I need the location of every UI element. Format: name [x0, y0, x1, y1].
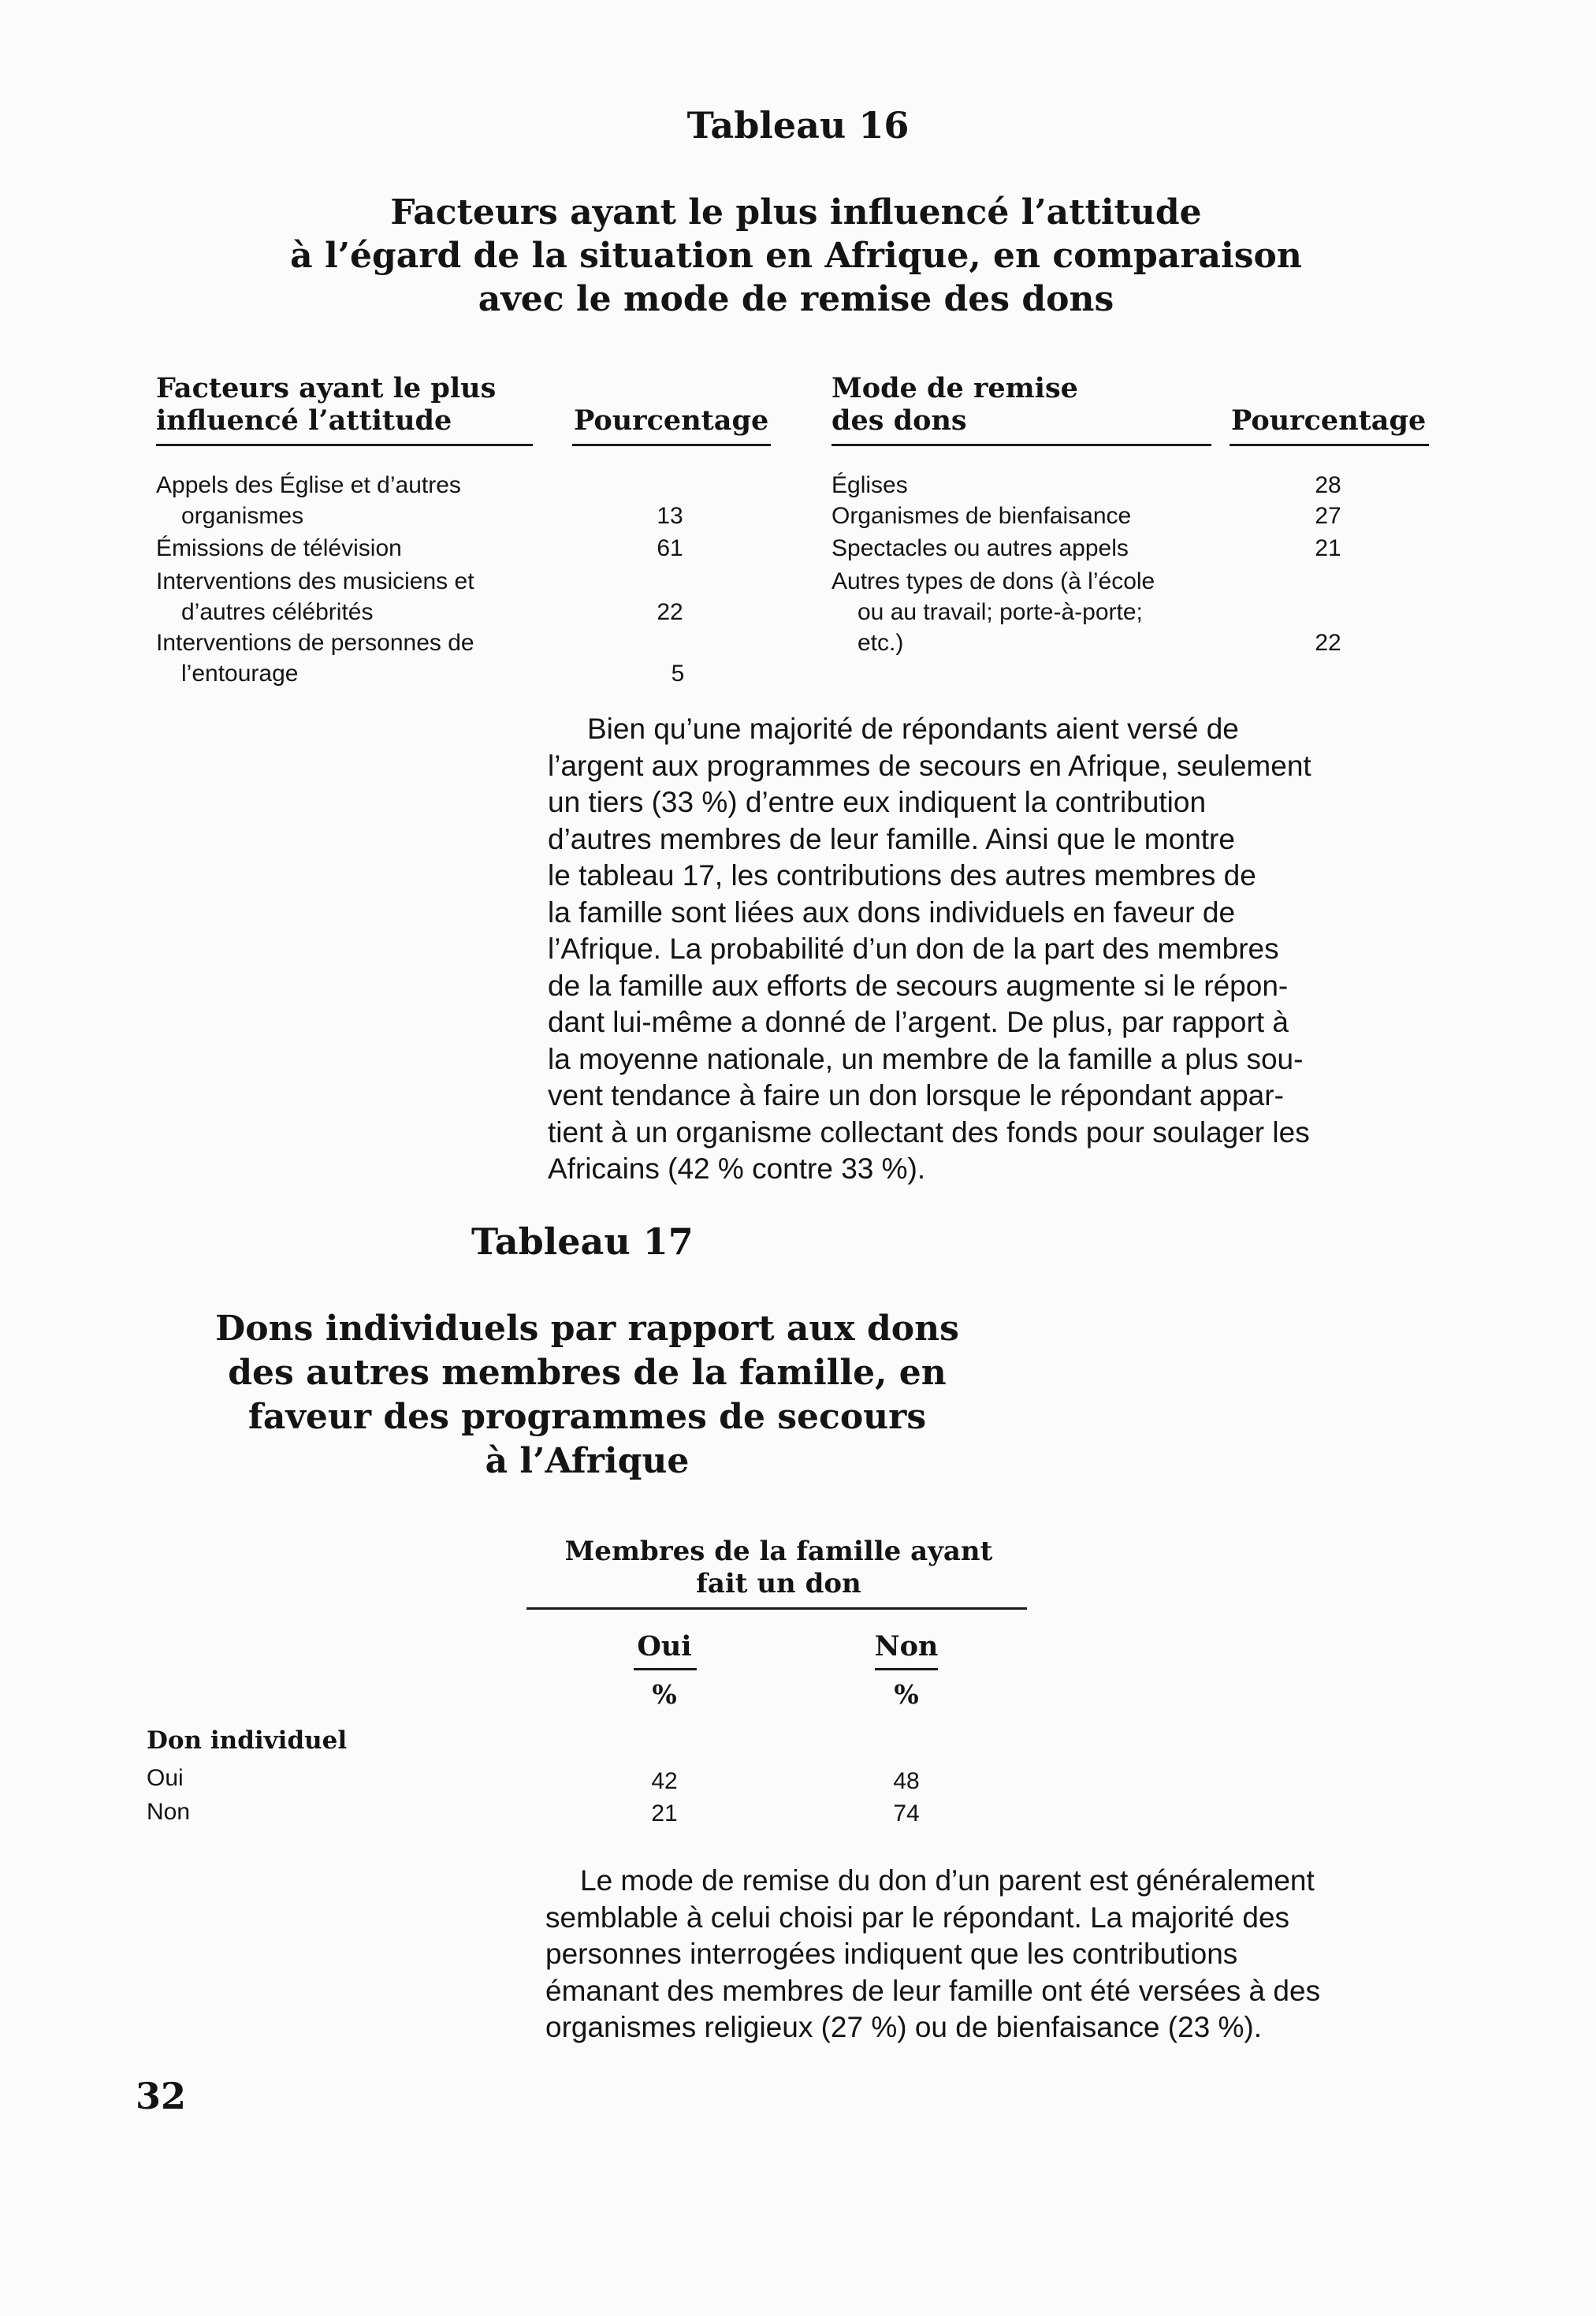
t17-row-group: Don individuel	[147, 1726, 348, 1755]
header-line: Facteurs ayant le plus	[156, 372, 497, 404]
t17-col-oui-rule	[634, 1668, 697, 1670]
paragraph-line: organismes religieux (27 %) ou de bienfaisance (23 %).	[545, 2011, 1263, 2043]
t17-row-label: Oui	[147, 1765, 184, 1791]
t16-right-row-label: etc.)	[858, 630, 904, 656]
paragraph-line: la moyenne nationale, un membre de la famille a plus sou-	[548, 1042, 1304, 1075]
t17-col-oui: Oui	[637, 1630, 692, 1663]
caption-line: avec le mode de remise des dons	[478, 279, 1114, 319]
t17-group-header	[526, 1536, 1031, 1600]
t16-left-pct-header: Pourcentage	[574, 404, 769, 437]
t17-unit-non: %	[894, 1679, 919, 1710]
t17-row-oui: 21	[651, 1800, 678, 1826]
t17-row-label: Non	[147, 1799, 191, 1825]
t16-right-pct-rule	[1230, 444, 1429, 446]
t16-left-row-label: Émissions de télévision	[156, 535, 402, 561]
t16-left-row-label: Interventions des musiciens et	[156, 568, 474, 594]
header-line: Membres de la famille ayant	[564, 1536, 993, 1567]
t16-right-row-value: 27	[1315, 503, 1341, 529]
t16-right-row-value: 21	[1315, 535, 1341, 561]
tableau-17-caption	[177, 1307, 997, 1484]
t17-row-non: 48	[893, 1768, 920, 1794]
header-line: influencé l’attitude	[156, 404, 452, 437]
tableau-16-caption	[197, 191, 1395, 321]
t16-left-row-value: 13	[657, 503, 683, 529]
t17-row-non: 74	[893, 1800, 920, 1826]
t16-right-row-label: ou au travail; porte-à-porte;	[858, 599, 1143, 625]
paragraph-2	[545, 1863, 1320, 2046]
t16-left-row-label: l’entourage	[181, 661, 299, 687]
page-number: 32	[136, 2075, 187, 2117]
t16-right-row-label: Spectacles ou autres appels	[831, 535, 1129, 561]
caption-line: à l’Afrique	[485, 1441, 690, 1481]
tableau-16-title: Tableau 16	[686, 104, 910, 147]
header-line: fait un don	[696, 1568, 861, 1599]
t17-group-rule	[526, 1607, 1027, 1610]
t16-left-row-label: organismes	[181, 503, 304, 529]
paragraph-line: Bien qu’une majorité de répondants aient versé de	[587, 713, 1239, 745]
paragraph-line: l’argent aux programmes de secours en Afrique, seulement	[548, 749, 1311, 782]
t16-right-pct-header: Pourcentage	[1231, 404, 1427, 437]
t16-left-row-value: 22	[657, 599, 683, 625]
paragraph-line: d’autres membres de leur famille. Ainsi que le montre	[548, 822, 1235, 855]
paragraph-line: Africains (42 % contre 33 %).	[548, 1152, 926, 1185]
paragraph-line: personnes interrogées indiquent que les contributions	[545, 1938, 1238, 1970]
paragraph-line: Le mode de remise du don d’un parent est généralement	[580, 1864, 1315, 1897]
t17-unit-oui: %	[652, 1679, 677, 1710]
paragraph-line: vent tendance à faire un don lorsque le répondant appar-	[548, 1079, 1284, 1111]
t16-left-header	[156, 372, 496, 437]
caption-line: faveur des programmes de secours	[247, 1397, 927, 1437]
t16-right-header	[831, 372, 1078, 437]
caption-line: Facteurs ayant le plus influencé l’attitude	[390, 192, 1202, 233]
t16-left-row-value: 61	[657, 535, 683, 561]
t16-right-row-label: Autres types de dons (à l’école	[831, 568, 1155, 594]
t16-right-label-rule	[831, 444, 1211, 446]
t16-right-row-value: 28	[1315, 472, 1341, 498]
caption-line: Dons individuels par rapport aux dons	[215, 1309, 959, 1349]
paragraph-line: dant lui-même a donné de l’argent. De plus, par rapport à	[548, 1006, 1289, 1038]
paragraph-line: semblable à celui choisi par le répondant. La majorité des	[545, 1901, 1290, 1934]
t17-col-non-rule	[875, 1668, 938, 1670]
header-line: des dons	[831, 404, 967, 437]
t16-right-row-label: Églises	[831, 472, 908, 498]
caption-line: à l’égard de la situation en Afrique, en comparaison	[290, 236, 1302, 276]
t16-left-row-label: Interventions de personnes de	[156, 630, 474, 656]
t16-left-label-rule	[156, 444, 533, 446]
tableau-17-title: Tableau 17	[471, 1220, 694, 1263]
paragraph-line: émanant des membres de leur famille ont été versées à des	[545, 1974, 1321, 2007]
t16-right-row-label: Organismes de bienfaisance	[831, 503, 1132, 529]
paragraph-line: le tableau 17, les contributions des autres membres de	[548, 859, 1256, 892]
t16-left-row-label: d’autres célébrités	[181, 599, 374, 625]
t16-left-row-value: 5	[671, 661, 685, 687]
t17-col-non: Non	[874, 1630, 939, 1663]
paragraph-line: la famille sont liées aux dons individuels en faveur de	[548, 895, 1236, 929]
t16-right-row-value: 22	[1315, 630, 1341, 656]
caption-line: des autres membres de la famille, en	[228, 1353, 947, 1393]
paragraph-1	[548, 711, 1311, 1188]
paragraph-line: l’Afrique. La probabilité d’un don de la part des membres	[548, 933, 1279, 965]
paragraph-line: de la famille aux efforts de secours augmente si le répon-	[548, 969, 1289, 1002]
paragraph-line: tient à un organisme collectant des fonds pour soulager les	[548, 1115, 1310, 1149]
t16-left-pct-rule	[572, 444, 771, 446]
header-line: Mode de remise	[831, 372, 1078, 404]
t16-left-row-label: Appels des Église et d’autres	[156, 472, 461, 498]
t17-row-oui: 42	[651, 1768, 678, 1794]
paragraph-line: un tiers (33 %) d’entre eux indiquent la contribution	[548, 786, 1207, 818]
